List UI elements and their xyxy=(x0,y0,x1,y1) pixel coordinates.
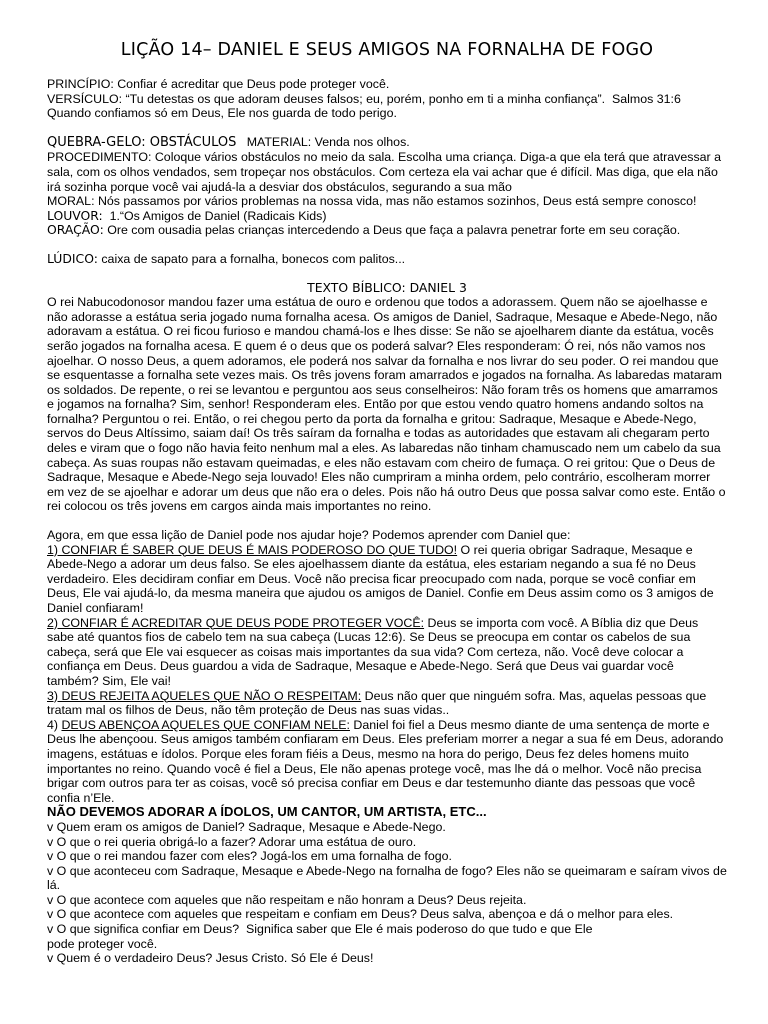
verse-summary-line: Quando confiamos só em Deus, Ele nos guarda de todo perigo. xyxy=(47,106,397,121)
ludic-text: caixa de sapato para a fornalha, bonecos com palitos... xyxy=(97,251,406,266)
point-4-heading: DEUS ABENÇOA AQUELES QUE CONFIAM NELE: xyxy=(61,717,350,732)
procedure-text: PROCEDIMENTO: Coloque vários obstáculos no meio da sala. Escolha uma criança. Diga-a que ela terá que atravessar a sala, com os olhos vendados, sem tropeçar nos obstáculos. Com certeza ela vai achar que é difícil. Mas diga, que ela não irá sozinha porque você vai ajudá-la a desviar dos obstáculos, segurando a sua mão xyxy=(47,150,725,194)
spacer xyxy=(47,514,727,528)
point-4-text: Daniel foi fiel a Deus mesmo diante de uma sentença de morte e Deus lhe abençoou. Seus amigos também confiaram em Deus. Eles preferiam morrer a negar a sua fé em Deus, adorando imagens, estátuas e ídolos. Porque eles foram fiéis a Deus, mesmo na hora do perigo, Deus fez deles homens muito importantes no reino. Quando você é fiel a Deus, Ele não apenas protege você, mas lhe dá o melhor. Você não precisa brigar com outros para ter as coisas, você só precisa confiar em Deus e dar testemunho diante das pessoas que você confia n’Ele. xyxy=(47,717,727,805)
praise-text: 1.“Os Amigos de Daniel (Radicais Kids) xyxy=(102,208,327,223)
principle-line: PRINCÍPIO: Confiar é acreditar que Deus pode proteger você. xyxy=(47,77,390,91)
point-1 xyxy=(47,543,727,616)
prayer-label: ORAÇÃO: xyxy=(47,222,104,238)
verse-line: VERSÍCULO: “Tu detestas os que adoram deuses falsos; eu, porém, ponho em ti a minha confiança”. Salmos 31:6 xyxy=(47,91,681,106)
icebreaker-heading: QUEBRA-GELO: OBSTÁCULOS xyxy=(47,134,237,150)
praise-line xyxy=(47,209,727,224)
point-1-heading: 1) CONFIAR É SABER QUE DEUS É MAIS PODEROSO DO QUE TUDO! xyxy=(47,542,458,557)
point-3-heading: 3) DEUS REJEITA AQUELES QUE NÃO O RESPEITAM: xyxy=(47,688,362,703)
prayer-line xyxy=(47,223,727,238)
point-4 xyxy=(47,718,727,806)
prayer-text: Ore com ousadia pelas crianças intercedendo a Deus que faça a palavra penetrar forte em seu coração. xyxy=(103,223,681,238)
question-item: v O que acontece com aqueles que não respeitam e não honram a Deus? Deus rejeita. xyxy=(47,892,527,907)
point-1-text: O rei queria obrigar Sadraque, Mesaque e Abede-Nego a adorar um deus falso. Se eles ajoelhassem diante da estátua, eles estariam negando a sua fé no Deus verdadeiro. Eles decidiram confiar em Deus. Você não precisa ficar preocupado com nada, porque se você confiar em Deus, Ele vai ajudá-lo, da mesma maneira que ajudou os amigos de Daniel. Confie em Deus assim como os 3 amigos de Daniel confiaram! xyxy=(47,542,718,615)
lesson-title: LIÇÃO 14– DANIEL E SEUS AMIGOS NA FORNALHA DE FOGO xyxy=(120,40,654,60)
bold-statement: NÃO DEVEMOS ADORAR A ÍDOLOS, UM CANTOR, UM ARTISTA, ETC... xyxy=(47,804,487,820)
question-item: v Quem eram os amigos de Daniel? Sadraque, Mesaque e Abede-Nego. xyxy=(47,819,446,834)
moral-text: MORAL: Nós passamos por vários problemas na nossa vida, mas não estamos sozinhos, Deus está sempre conosco! xyxy=(47,194,697,209)
point-3-text: Deus não quer que ninguém sofra. Mas, aquelas pessoas que tratam mal os filhos de Deus, não têm proteção de Deus nas suas vidas.. xyxy=(47,688,710,718)
question-item: v Quem é o verdadeiro Deus? Jesus Cristo. Só Ele é Deus! xyxy=(47,951,374,966)
question-item: v O que o rei queria obrigá-lo a fazer? Adorar uma estátua de ouro. xyxy=(47,834,417,849)
praise-label: LOUVOR: xyxy=(47,207,103,223)
question-item: v O que o rei mandou fazer com eles? Jogá-los em uma fornalha de fogo. xyxy=(47,849,452,864)
point-2 xyxy=(47,616,727,689)
icebreaker-line xyxy=(47,135,727,151)
point-4-prefix: 4) xyxy=(47,717,62,732)
spacer xyxy=(47,238,727,252)
spacer xyxy=(47,267,727,281)
ludic-line xyxy=(47,252,727,267)
question-item: pode proteger você. xyxy=(47,936,158,951)
question-item: v O que significa confiar em Deus? Significa saber que Ele é mais poderoso do que tudo e que Ele xyxy=(47,922,593,937)
document-page xyxy=(47,38,731,966)
icebreaker-material: MATERIAL: Venda nos olhos. xyxy=(246,134,410,149)
application-intro: Agora, em que essa lição de Daniel pode nos ajudar hoje? Podemos aprender com Daniel que: xyxy=(47,528,571,543)
point-3 xyxy=(47,689,727,718)
bible-text-heading: TEXTO BÍBLICO: DANIEL 3 xyxy=(307,279,467,295)
point-2-heading: 2) CONFIAR É ACREDITAR QUE DEUS PODE PROTEGER VOCÊ: xyxy=(47,615,425,630)
spacer xyxy=(47,121,727,135)
ludic-label: LÚDICO: xyxy=(47,250,98,266)
point-2-text: Deus se importa com você. A Bíblia diz que Deus sabe até quantos fios de cabelo tem na sua cabeça (Lucas 12:6). Se Deus se preocupa em contar os cabelos de sua cabeça, será que Ele vai esquecer as coisas mais importantes da sua vida? Com certeza, não. Você deve colocar a confiança em Deus. Deus guardou a vida de Sadraque, Mesaque e Abede-Nego. Será que Deus vai guardar você também? Sim, Ele vai! xyxy=(47,615,702,688)
question-item: v O que acontece com aqueles que respeitam e confiam em Deus? Deus salva, abençoa e dá o melhor para eles. xyxy=(47,907,674,922)
bible-text-body: O rei Nabucodonosor mandou fazer uma estátua de ouro e ordenou que todos a adorassem. Quem não se ajoelhasse e não adorasse a estátua seria jogado numa fornalha acesa. Os amigos de Daniel, Sadraque, Mesaque e Abede-Nego, não adoravam a estátua. O rei ficou furioso e mandou chamá-los e lhes disse: Se não se ajoelharem diante da estátua, vocês serão jogados na fornalha acesa. E quem é o deus que os poderá salvar? Eles responderam: Ó rei, nós não vamos nos ajoelhar. O nosso Deus, a quem adoramos, ele poderá nos salvar da fornalha e nos livrar do seu poder. O rei mandou que se esquentasse a fornalha sete vezes mais. Os três jovens foram amarrados e jogados na fornalha. As labaredas mataram os soldados. De repente, o rei se levantou e perguntou aos seus conselheiros: Não foram três os homens que amarramos e jogamos na fornalha? Sim, senhor! Responderam eles. Então por que estou vendo quatro homens andando soltos na fornalha? Perguntou o rei. Então, o rei chegou perto da porta da fornalha e gritou: Sadraque, Mesaque e Abede-Nego, servos do Deus Altíssimo, saiam daí! Os três saíram da fornalha e todas as autoridades que estavam ali chegaram perto deles e viram que o fogo não havia feito nenhum mal a eles. As labaredas não tinham chamuscado nem um cabelo da sua cabeça. As suas roupas não estavam queimadas, e eles não estavam com cheiro de fumaça. O rei gritou: Que o Deus de Sadraque, Mesaque e Abede-Nego seja louvado! Eles não cumpriram a minha ordem, pelo contrário, escolheram morrer em vez de se ajoelhar e adorar um deus que não era o deles. Pois não há outro Deus que possa salvar como este. Então o rei colocou os três jovens em cargos ainda mais importantes no reino. xyxy=(47,295,729,514)
question-item: v O que aconteceu com Sadraque, Mesaque e Abede-Nego na fornalha de fogo? Eles não se queimaram e saíram vivos de lá. xyxy=(47,863,731,893)
